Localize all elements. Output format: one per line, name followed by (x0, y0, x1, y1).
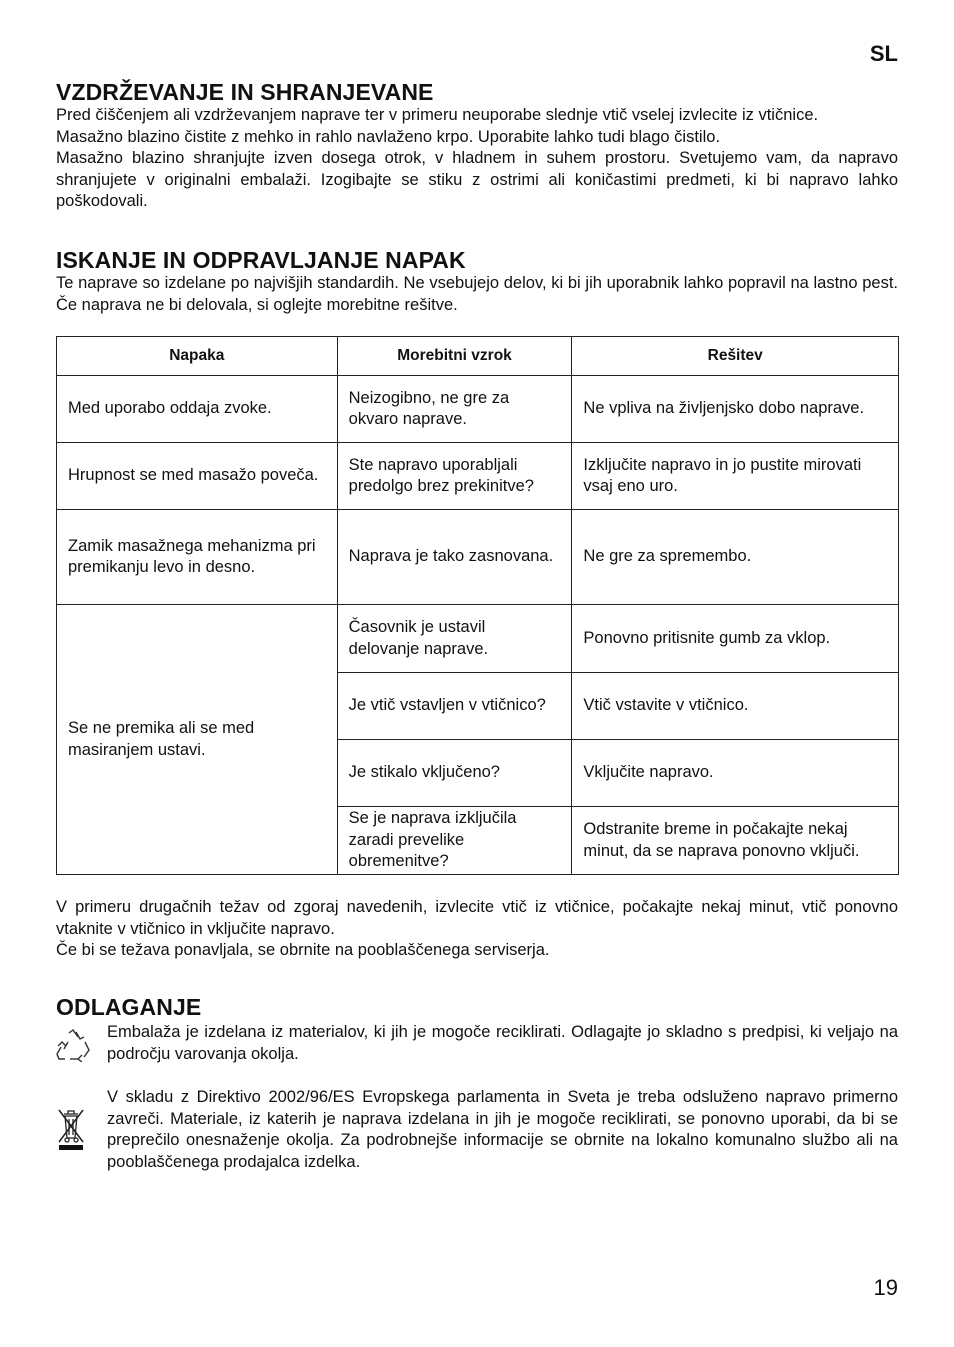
cause-cell: Ste napravo uporabljali predolgo brez prekinitve? (337, 443, 572, 510)
problem-cell: Hrupnost se med masažo poveča. (57, 443, 338, 510)
troubleshooting-notes (56, 897, 898, 962)
table-row (57, 605, 899, 673)
disposal-heading: ODLAGANJE (56, 994, 202, 1020)
cause-cell: Časovnik je ustavil delovanje naprave. (337, 605, 572, 673)
cause-cell: Je vtič vstavljen v vtičnico? (337, 673, 572, 740)
column-header-cause: Morebitni vzrok (337, 337, 572, 376)
table-row (57, 510, 899, 605)
maintenance-paragraph: Masažno blazino shranjujte izven dosega otrok, v hladnem in suhem prostoru. Svetujemo vam, da napravo shranjujete v originalni embalaži. Izogibajte se stiku z ostrimi ali koničastimi predmeti, ki bi napravo lahko poškodovali. (56, 149, 898, 210)
maintenance-text (56, 105, 898, 213)
maintenance-heading: VZDRŽEVANJE IN SHRANJEVANE (56, 79, 434, 105)
cause-cell: Naprava je tako zasnovana. (337, 510, 572, 605)
problem-cell: Se ne premika ali se med masiranjem ustavi. (57, 605, 338, 875)
solution-cell: Ne gre za spremembo. (572, 510, 899, 605)
table-row (57, 376, 899, 443)
cause-cell: Je stikalo vključeno? (337, 740, 572, 807)
solution-cell: Odstranite breme in počakajte nekaj minut, da se naprava ponovno vključi. (572, 807, 899, 875)
troubleshooting-intro: Te naprave so izdelane po najvišjih standardih. Ne vsebujejo delov, ki bi jih uporabnik lahko popravil na lastno pest. Če naprava ne bi delovala, si oglejte morebitne rešitve. (56, 274, 898, 314)
maintenance-paragraph: Masažno blazino čistite z mehko in rahlo navlaženo krpo. Uporabite lahko tudi blago čistilo. (56, 127, 721, 146)
recycle-icon (56, 1028, 90, 1067)
problem-cell: Med uporabo oddaja zvoke. (57, 376, 338, 443)
table-row (57, 443, 899, 510)
solution-cell: Vtič vstavite v vtičnico. (572, 673, 899, 740)
crossed-bin-icon (56, 1106, 86, 1157)
problem-cell: Zamik masažnega mehanizma pri premikanju levo in desno. (57, 510, 338, 605)
troubleshooting-table (56, 336, 899, 875)
disposal-weee-text: V skladu z Direktivo 2002/96/ES Evropskega parlamenta in Sveta je treba odsluženo napravo primerno zavreči. Materiale, iz katerih je naprava izdelana in jih je mogoče reciklirati, se ponovno uporabi, da bi se preprečilo onesnaženje okolja. Za podrobnejše informacije se obrnite na lokalno komunalno službo ali na pooblaščenega prodajalca izdelka. (107, 1088, 898, 1171)
solution-cell: Ne vpliva na življenjsko dobo naprave. (572, 376, 899, 443)
solution-cell: Ponovno pritisnite gumb za vklop. (572, 605, 899, 673)
disposal-packaging-text: Embalaža je izdelana iz materialov, ki jih je mogoče reciklirati. Odlagajte jo skladno s predpisi, ki veljajo na področju varovanja okolja. (107, 1023, 898, 1063)
page-number: 19 (873, 1275, 898, 1300)
language-code: SL (869, 41, 898, 66)
column-header-problem: Napaka (57, 337, 338, 376)
column-header-solution: Rešitev (572, 337, 899, 376)
cause-cell: Neizogibno, ne gre za okvaro naprave. (337, 376, 572, 443)
note-paragraph: Če bi se težava ponavljala, se obrnite na pooblaščenega serviserja. (56, 941, 550, 959)
note-paragraph: V primeru drugačnih težav od zgoraj navedenih, izvlecite vtič iz vtičnice, počakajte nekaj minut, vtič ponovno vtaknite v vtičnico in vključite napravo. (56, 898, 898, 938)
solution-cell: Izključite napravo in jo pustite mirovati vsaj eno uro. (572, 443, 899, 510)
solution-cell: Vključite napravo. (572, 740, 899, 807)
table-header-row (57, 337, 899, 376)
cause-cell: Se je naprava izključila zaradi prevelike obremenitve? (337, 807, 572, 875)
maintenance-paragraph: Pred čiščenjem ali vzdrževanjem naprave ter v primeru neuporabe slednje vtič vselej izvlecite iz vtičnice. (56, 106, 819, 124)
troubleshooting-heading: ISKANJE IN ODPRAVLJANJE NAPAK (56, 247, 466, 273)
